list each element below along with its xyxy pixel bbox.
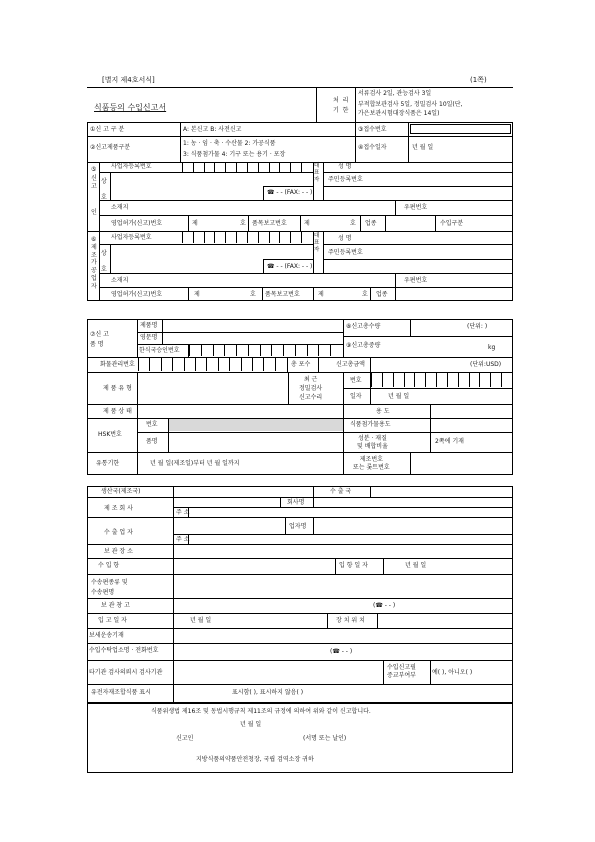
product-name-label: 제품명 xyxy=(140,322,158,329)
reporter-biz-no-label: 사업자등록번호 xyxy=(111,163,152,170)
form-number: [별지 제4호서식] xyxy=(102,76,155,84)
product-eng-name-label: 영문명 xyxy=(140,334,158,341)
manufacturer-rep-label: 대 표 자 xyxy=(314,233,320,254)
report-type-options: A: 본신고 B: 사전신고 xyxy=(183,126,242,133)
additive-use-label: 식품첨가물용도 xyxy=(350,421,391,428)
cargo-no-field[interactable] xyxy=(138,358,286,371)
reporter-phone[interactable]: ☎ - - (FAX: - - ) xyxy=(267,189,313,196)
manufacturer-biz-no-label: 사업자등록번호 xyxy=(111,234,152,241)
mfr-company-address-label: 주 소 xyxy=(176,509,190,516)
other-agency-label: 타기관 검사의뢰시 검사기관 xyxy=(89,669,163,676)
manufacturer-biz-no-field[interactable] xyxy=(182,232,312,243)
transport-label: 수송편종류 및 수송편명 xyxy=(91,579,128,596)
agent-phone[interactable]: (☎ - - ) xyxy=(330,648,353,655)
mfr-company-name-label: 회사명 xyxy=(287,499,305,506)
usage-label: 용 도 xyxy=(376,408,390,415)
arrival-date-label: 입 항 일 자 xyxy=(339,562,368,569)
report-type-label: ①신 고 구 분 xyxy=(90,126,125,133)
bonded-transport-label: 보세운송기재 xyxy=(89,632,124,639)
reporter-license-label: 영업허가(신고)번호 xyxy=(111,220,163,227)
processing-label: 처 리 기 한 xyxy=(333,97,349,115)
reporter-license-suffix: 호 xyxy=(240,220,246,227)
product-kind-label: 제 품 유 형 xyxy=(103,385,132,392)
manufacturer-item-report-label: 품목보고번호 xyxy=(265,291,300,298)
storage-place-label: 보 관 장 소 xyxy=(104,548,133,555)
ingredients-value: 2쪽에 기재 xyxy=(435,438,464,445)
manufacturer-business-type-label: 업종 xyxy=(376,291,388,298)
product-hs-code-label: 한식국승인번호 xyxy=(139,347,180,354)
product-hs-code-field[interactable] xyxy=(189,345,342,356)
declaration-date[interactable]: 년 월 일 xyxy=(240,721,262,728)
receipt-date-label: ④접수일자 xyxy=(358,144,387,151)
recent-no-label: 번호 xyxy=(350,377,362,384)
reporter-license-prefix: 제 xyxy=(192,220,198,227)
product-weight-unit: kg xyxy=(488,344,496,351)
expiry-label: 유통기한 xyxy=(96,460,120,467)
product-weight-label: ⑨신고총중량 xyxy=(346,342,381,349)
reporter-item-report-label: 품목보고번호 xyxy=(252,220,287,227)
reporter-import-type-label: 수입구분 xyxy=(440,220,464,227)
receipt-date-value[interactable]: 년 월 일 xyxy=(412,144,434,151)
reporter-item-suffix: 호 xyxy=(350,220,356,227)
manufacturer-side-label: ⑥ 제 조 가 공 업 자 xyxy=(91,236,97,290)
stock-date-label: 입 고 일 자 xyxy=(98,617,127,624)
manufacturer-trade-label: 상 호 xyxy=(101,250,107,273)
manufacturer-license-suffix: 호 xyxy=(250,291,256,298)
processing-line-1: 서류검사 2일, 관능검사 3일 xyxy=(358,90,432,97)
exporter-address-label: 주 소 xyxy=(176,536,190,543)
amount-unit: (단위:USD) xyxy=(470,361,502,368)
reporter-biz-no-field[interactable] xyxy=(182,163,312,172)
hssk-no-label: 번호 xyxy=(146,421,158,428)
arrival-date-value[interactable]: 년 월 일 xyxy=(405,562,427,569)
manufacturer-resident-no-label: 주민등록번호 xyxy=(328,249,363,256)
exporter-label: 수 출 업 자 xyxy=(104,529,133,536)
export-country-label: 수 출 국 xyxy=(330,488,352,495)
product-type-options-2: 3: 식품첨가물 4: 기구 또는 용기 · 포장 xyxy=(183,151,286,158)
warehouse-label: 보 관 창 고 xyxy=(101,602,130,609)
reporter-resident-no-label: 주민등록번호 xyxy=(328,176,363,183)
recent-date-label: 일자 xyxy=(350,393,362,400)
amount-label: 신고총금액 xyxy=(336,361,365,368)
certificate-value[interactable]: 예( ), 아니오( ) xyxy=(432,669,473,676)
certificate-label: 수입신고필 증교부여부 xyxy=(387,664,416,680)
receipt-no-label: ③접수번호 xyxy=(358,126,387,133)
form-title: 식품등의 수입신고서 xyxy=(94,103,167,112)
section-report-info xyxy=(87,122,513,301)
expiry-value[interactable]: 년 월 일(제조일)부터 년 월 일까지 xyxy=(150,460,240,467)
loading-place-label: 장 치 위 치 xyxy=(336,617,365,624)
product-type-options-1: 1: 농 · 임 · 축 · 수산물 2: 가공식품 xyxy=(183,140,276,147)
product-type-label: ②신고제품구분 xyxy=(90,144,131,151)
manufacturer-license-label: 영업허가(신고)번호 xyxy=(111,291,163,298)
warehouse-phone[interactable]: (☎ - - ) xyxy=(373,602,396,609)
page-label: (1쪽) xyxy=(470,76,487,84)
manufacturer-postal-label: 우편번호 xyxy=(404,277,428,284)
processing-line-2: 부적합보관검사 5일, 정밀검사 10일(단, xyxy=(358,101,463,108)
manufacturer-license-prefix: 제 xyxy=(194,291,200,298)
recipient: 지방식품의약품안전청장, 국립 검역소장 귀하 xyxy=(196,756,314,763)
reporter-name-label: 성 명 xyxy=(338,163,352,170)
origin-country-label: 생산국(제조국) xyxy=(101,488,141,495)
manufacturer-item-suffix: 호 xyxy=(362,291,368,298)
processing-line-3: 가은보관시험대장식품은 14일) xyxy=(358,110,440,117)
hssk-name-label: 품명 xyxy=(146,438,158,445)
cargo-no-label: 화물관리번호 xyxy=(100,361,135,368)
stock-date-value[interactable]: 년 월 일 xyxy=(190,617,212,624)
recent-no-field[interactable] xyxy=(371,373,512,387)
packages-label: 총 포수 xyxy=(291,361,311,368)
applicant-sign[interactable]: (서명 또는 날인) xyxy=(303,735,347,742)
recent-inspection-label: 최 근 정밀검사 신고수리 xyxy=(299,376,323,401)
exporter-name-label: 업자명 xyxy=(289,523,307,530)
reporter-business-type-label: 업종 xyxy=(365,220,377,227)
import-port-label: 수 입 항 xyxy=(98,562,120,569)
product-qty-label: ⑧신고총수량 xyxy=(346,323,381,330)
product-report-label: ⑦신 고 품 명 xyxy=(90,331,109,348)
manufacturer-name-label: 성 명 xyxy=(338,235,352,242)
manufacturer-phone[interactable]: ☎ - - (FAX: - - ) xyxy=(267,263,313,270)
manufacturer-address-label: 소재지 xyxy=(111,277,129,284)
gmo-label: 유전자재조합식품 표시 xyxy=(91,689,151,696)
hssk-label: HSK번호 xyxy=(98,431,122,438)
reporter-trade-field[interactable] xyxy=(111,173,262,199)
agent-label: 수입수탁업소명 · 전화번호 xyxy=(89,647,159,654)
reporter-trade-label: 상 호 xyxy=(101,178,107,201)
recent-date-value[interactable]: 년 월 일 xyxy=(388,393,410,400)
mfg-no-label: 제조번호 또는 롯트번호 xyxy=(353,456,390,472)
product-qty-unit: (단위: ) xyxy=(467,323,488,330)
manufacturer-item-prefix: 제 xyxy=(318,291,324,298)
reporter-item-prefix: 제 xyxy=(304,220,310,227)
gmo-value[interactable]: 표시함( ), 표시하지 않음( ) xyxy=(232,689,304,696)
reporter-postal-label: 우편번호 xyxy=(404,204,428,211)
reporter-rep-label: 대 표 자 xyxy=(314,163,320,183)
mfr-company-label: 제 조 회 사 xyxy=(104,505,133,512)
receipt-no-field[interactable] xyxy=(410,124,511,134)
reporter-side-label: ⑤ 신 고 인 xyxy=(91,166,97,217)
applicant-label: 신고인 xyxy=(176,735,194,742)
ingredients-label: 성분 · 재질 및 배합비율 xyxy=(357,435,388,451)
declaration-statement: 식품위생법 제16조 및 동법시행규칙 제11조의 규정에 의하여 위와 같이 신고합니다. xyxy=(151,708,371,715)
product-state-label: 제 품 상 태 xyxy=(103,408,132,415)
reporter-address-label: 소재지 xyxy=(111,204,129,211)
